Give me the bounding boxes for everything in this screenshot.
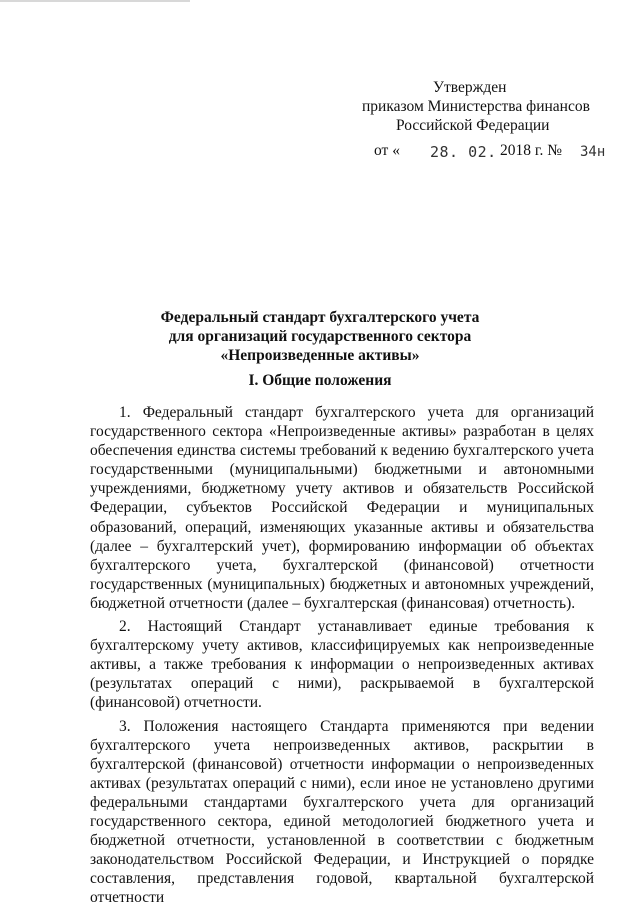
title-line-3: «Непроизведенные активы» xyxy=(60,346,580,365)
date-year: 2018 г. № xyxy=(500,141,562,160)
title-line-2: для организаций государственного сектора xyxy=(60,327,580,346)
section-heading: I. Общие положения xyxy=(60,371,580,390)
handwritten-date: 28. 02. xyxy=(430,143,497,162)
order-number: 34н xyxy=(580,143,605,162)
approval-block xyxy=(360,78,610,163)
paragraph-1: 1. Федеральный стандарт бухгалтерского учета для организаций государственного сектора «Непроизведенные активы» разработан в целях обеспечения единства системы требований к ведению бухгалтерского учета государственными (муниципальными) бюджетными и автономными учреждениями, бюджетному учету активов и обязательств Российской Федерации, субъектов Российской Федерации и муниципальных образований, операций, изменяющих указанные активы и обязательства (далее – бухгалтерский учет), формированию информации об объектах бухгалтерского учета, бухгалтерской (финансовой) отчетности государственных (муниципальных) бюджетных и автономных учреждений, бюджетной отчетности (далее – бухгалтерская (финансовая) отчетность). xyxy=(90,403,594,613)
scan-edge-line xyxy=(0,0,190,2)
approval-date-line xyxy=(360,141,610,163)
date-prefix: от « xyxy=(374,141,400,160)
approval-line-order: приказом Министерства финансов xyxy=(360,97,610,116)
document-title xyxy=(60,308,580,365)
approval-line-country: Российской Федерации xyxy=(360,116,610,135)
paragraph-2: 2. Настоящий Стандарт устанавливает единые требования к бухгалтерскому учету активов, классифицируемых как непроизведенные активы, а также требования к информации о непроизведенных активах (результатах операций с ними), раскрываемой в бухгалтерской (финансовой) отчетности. xyxy=(90,617,594,712)
title-line-1: Федеральный стандарт бухгалтерского учета xyxy=(60,308,580,327)
approval-line-approved: Утвержден xyxy=(360,78,610,97)
paragraph-3: 3. Положения настоящего Стандарта применяются при ведении бухгалтерского учета непроизведенных активов, раскрытии в бухгалтерской (финансовой) отчетности информации о непроизведенных активах (результатах операций с ними), если иное не установлено другими федеральными стандартами бухгалтерского учета для организаций государственного сектора, единой методологией бюджетного учета и бюджетной отчетности, установленной в соответствии с бюджетным законодательством Российской Федерации, и Инструкцией о порядке составления, представления годовой, квартальной бухгалтерской отчетности xyxy=(90,717,594,907)
document-body xyxy=(90,403,594,907)
